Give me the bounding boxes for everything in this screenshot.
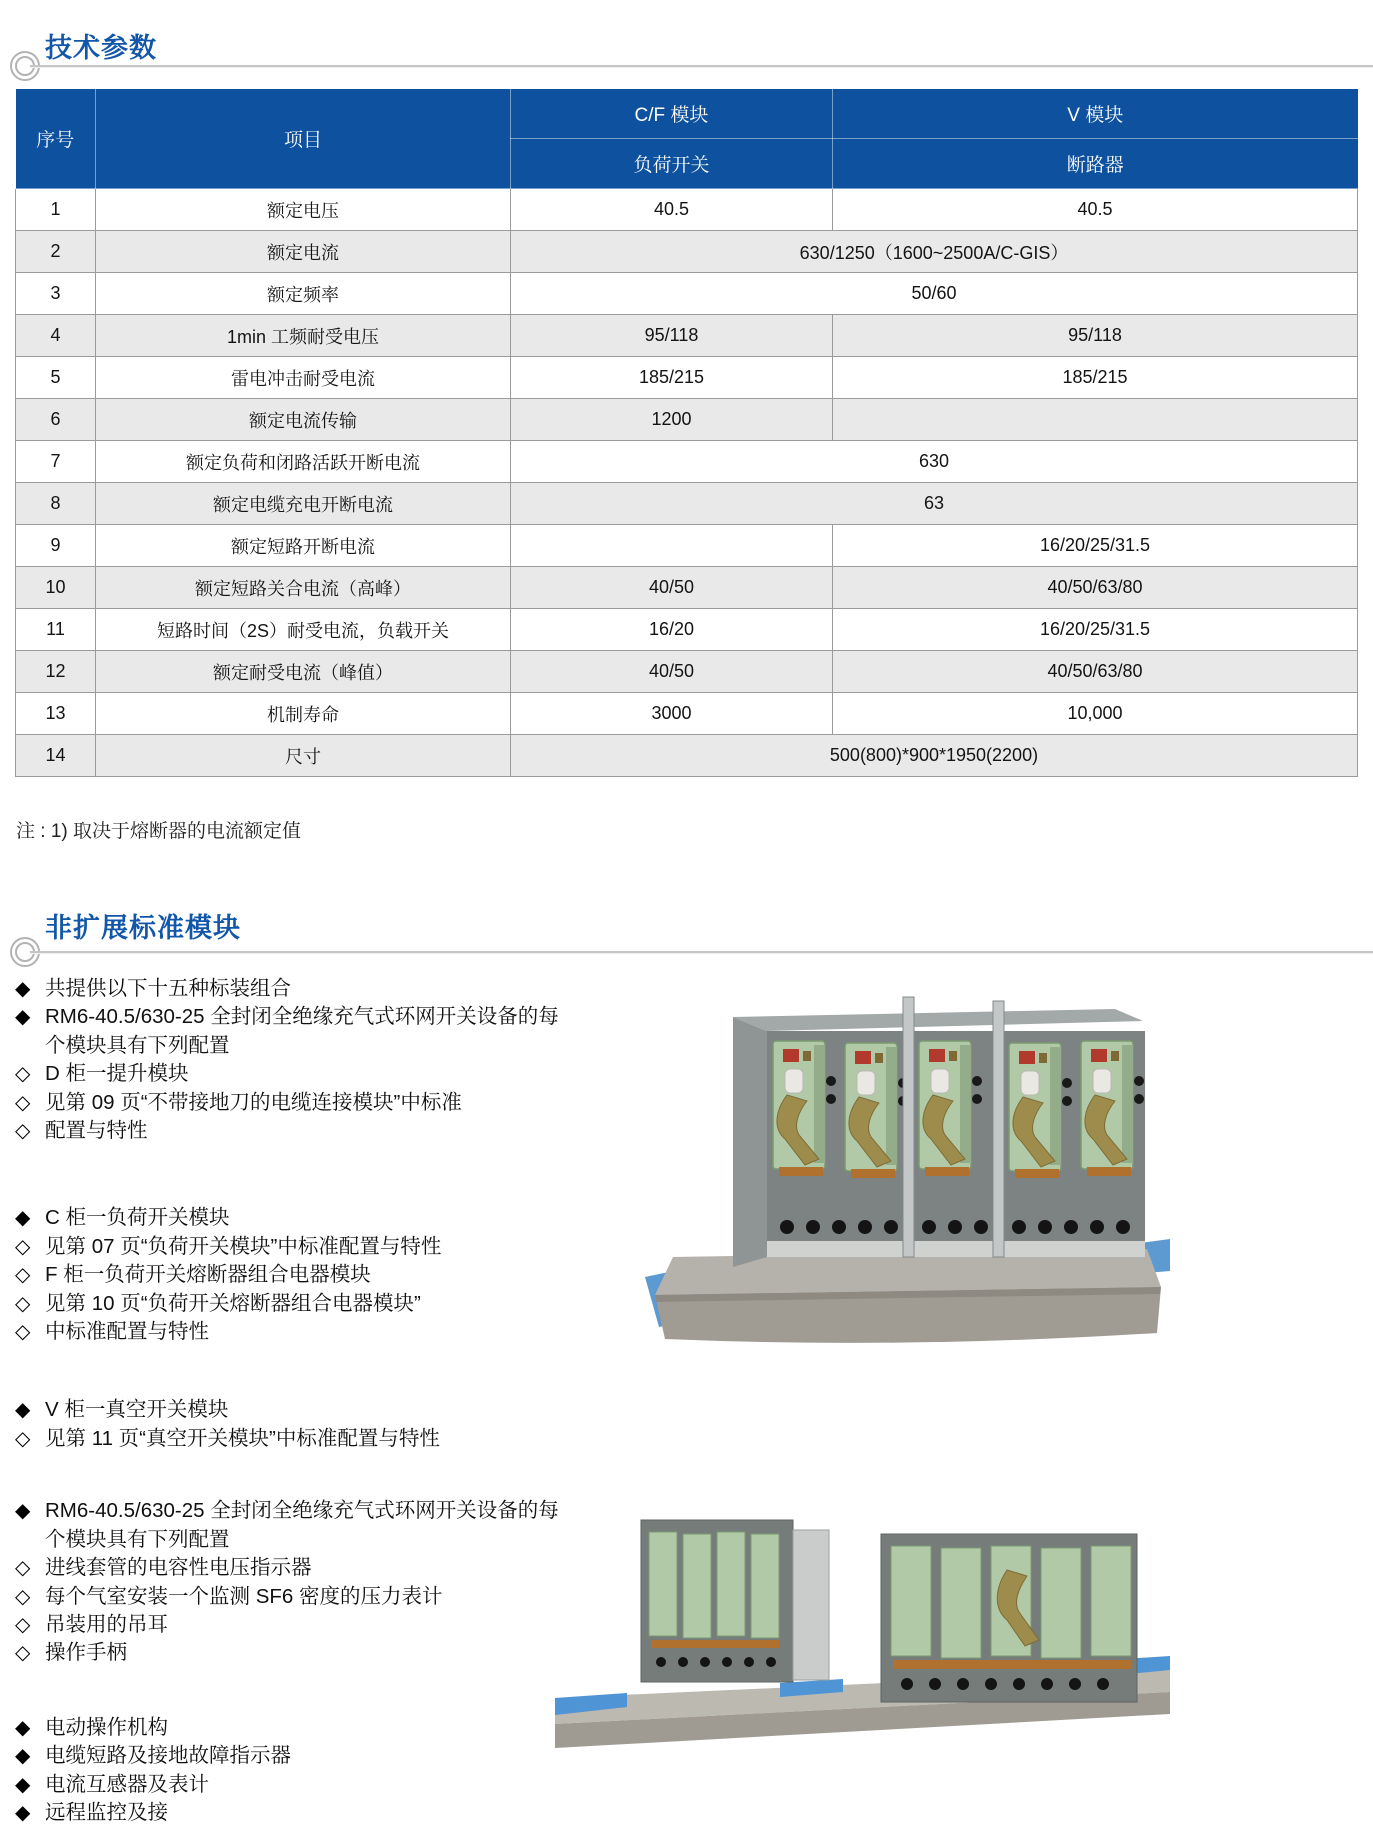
row-span-value: 630/1250（1600~2500A/C-GIS） xyxy=(511,231,1358,273)
diamond-hollow-icon: ◇ xyxy=(15,1120,31,1143)
list-item: ◆ 远程监控及接 xyxy=(15,1799,575,1827)
row-cf-value xyxy=(511,525,833,567)
row-no: 12 xyxy=(16,651,96,693)
list-item: ◇ 每个气室安装一个监测 SF6 密度的压力表计 xyxy=(15,1583,575,1611)
table-row xyxy=(16,651,1358,693)
switchgear-unit-right xyxy=(881,1534,1137,1702)
col-header-no: 序号 xyxy=(16,89,96,189)
diamond-filled-icon: ◆ xyxy=(15,1006,31,1029)
row-item: 尺寸 xyxy=(96,735,511,777)
diamond-hollow-icon: ◇ xyxy=(15,1091,31,1114)
table-row xyxy=(16,735,1358,777)
base-platform xyxy=(655,1249,1161,1343)
row-cf-value: 40.5 xyxy=(511,189,833,231)
table-row xyxy=(16,231,1358,273)
table-footnote: 注 : 1) 取决于熔断器的电流额定值 xyxy=(16,821,302,842)
diamond-filled-icon: ◆ xyxy=(15,1745,31,1768)
diamond-hollow-icon: ◇ xyxy=(15,1292,31,1315)
row-no: 8 xyxy=(16,483,96,525)
row-item: 额定电压 xyxy=(96,189,511,231)
list-item: ◇ 见第 11 页“真空开关模块”中标准配置与特性 xyxy=(15,1425,575,1453)
row-no: 7 xyxy=(16,441,96,483)
col-header-cf-module: C/F 模块 xyxy=(511,89,833,139)
row-item: 额定电流传输 xyxy=(96,399,511,441)
row-v-value: 16/20/25/31.5 xyxy=(833,609,1358,651)
spec-table xyxy=(15,88,1358,777)
row-item: 短路时间（2S）耐受电流，负载开关 xyxy=(96,609,511,651)
row-no: 13 xyxy=(16,693,96,735)
diamond-hollow-icon: ◇ xyxy=(15,1557,31,1580)
diamond-hollow-icon: ◇ xyxy=(15,1235,31,1258)
product-photo-switchgear-pair xyxy=(555,1500,1170,1750)
page-title: 技术参数 xyxy=(45,33,157,63)
table-row xyxy=(16,441,1358,483)
list-item: ◆ 电缆短路及接地故障指示器 xyxy=(15,1742,575,1770)
list-item: ◇ F 柜一负荷开关熔断器组合电器模块 xyxy=(15,1261,575,1289)
list-item: ◇ 配置与特性 xyxy=(15,1117,575,1145)
row-cf-value: 3000 xyxy=(511,693,833,735)
row-cf-value: 16/20 xyxy=(511,609,833,651)
diamond-hollow-icon: ◇ xyxy=(15,1063,31,1086)
row-cf-value: 1200 xyxy=(511,399,833,441)
table-row xyxy=(16,693,1358,735)
list-item: ◆ C 柜一负荷开关模块 xyxy=(15,1204,575,1232)
spec-table-header xyxy=(16,89,1358,189)
row-item: 额定耐受电流（峰值） xyxy=(96,651,511,693)
row-span-value: 63 xyxy=(511,483,1358,525)
bullet-group xyxy=(15,1396,575,1453)
list-item: ◆ V 柜一真空开关模块 xyxy=(15,1396,575,1424)
row-cf-value: 40/50 xyxy=(511,651,833,693)
row-no: 9 xyxy=(16,525,96,567)
row-no: 3 xyxy=(16,273,96,315)
diamond-hollow-icon: ◇ xyxy=(15,1321,31,1344)
col-header-item: 项目 xyxy=(96,89,511,189)
diamond-filled-icon: ◆ xyxy=(15,1500,31,1523)
row-no: 14 xyxy=(16,735,96,777)
row-v-value: 185/215 xyxy=(833,357,1358,399)
row-item: 机制寿命 xyxy=(96,693,511,735)
list-item: ◇ 见第 07 页“负荷开关模块”中标准配置与特性 xyxy=(15,1233,575,1261)
table-row xyxy=(16,525,1358,567)
diamond-hollow-icon: ◇ xyxy=(15,1427,31,1450)
row-span-value: 630 xyxy=(511,441,1358,483)
list-item: ◇ 吊装用的吊耳 xyxy=(15,1611,575,1639)
col-subheader-breaker: 断路器 xyxy=(833,139,1358,189)
bullet-group xyxy=(15,1204,575,1346)
row-no: 6 xyxy=(16,399,96,441)
diamond-hollow-icon: ◇ xyxy=(15,1613,31,1636)
switchgear-unit-left xyxy=(641,1520,829,1682)
row-span-value: 500(800)*900*1950(2200) xyxy=(511,735,1358,777)
section-divider xyxy=(30,951,1373,954)
row-cf-value: 95/118 xyxy=(511,315,833,357)
row-item: 额定电流 xyxy=(96,231,511,273)
table-row xyxy=(16,483,1358,525)
row-item: 雷电冲击耐受电流 xyxy=(96,357,511,399)
row-no: 1 xyxy=(16,189,96,231)
row-v-value: 40.5 xyxy=(833,189,1358,231)
table-row xyxy=(16,189,1358,231)
row-v-value: 40/50/63/80 xyxy=(833,651,1358,693)
product-photo-switchgear-modules xyxy=(645,955,1170,1365)
section-divider xyxy=(30,65,1373,68)
row-item: 额定电缆充电开断电流 xyxy=(96,483,511,525)
diamond-filled-icon: ◆ xyxy=(15,1207,31,1230)
row-cf-value: 185/215 xyxy=(511,357,833,399)
table-row xyxy=(16,399,1358,441)
row-no: 5 xyxy=(16,357,96,399)
list-item-continuation: 个模块具有下列配置 xyxy=(45,1033,230,1057)
row-span-value: 50/60 xyxy=(511,273,1358,315)
row-item: 额定短路开断电流 xyxy=(96,525,511,567)
row-item: 额定短路关合电流（高峰） xyxy=(96,567,511,609)
diamond-hollow-icon: ◇ xyxy=(15,1585,31,1608)
row-item: 额定负荷和闭路活跃开断电流 xyxy=(96,441,511,483)
table-row xyxy=(16,273,1358,315)
col-header-v-module: V 模块 xyxy=(833,89,1358,139)
diamond-filled-icon: ◆ xyxy=(15,978,31,1000)
bullet-group xyxy=(15,1714,575,1828)
table-row xyxy=(16,315,1358,357)
diamond-filled-icon: ◆ xyxy=(15,1773,31,1796)
list-item: ◆ 电流互感器及表计 xyxy=(15,1771,575,1799)
row-v-value: 10,000 xyxy=(833,693,1358,735)
list-item: ◇ 进线套管的电容性电压指示器 xyxy=(15,1554,575,1582)
row-no: 2 xyxy=(16,231,96,273)
section-title: 非扩展标准模块 xyxy=(45,913,241,943)
row-item: 额定频率 xyxy=(96,273,511,315)
row-v-value: 16/20/25/31.5 xyxy=(833,525,1358,567)
row-v-value: 95/118 xyxy=(833,315,1358,357)
row-v-value: 40/50/63/80 xyxy=(833,567,1358,609)
row-v-value xyxy=(833,399,1358,441)
diamond-filled-icon: ◆ xyxy=(15,1801,31,1824)
row-cf-value: 40/50 xyxy=(511,567,833,609)
col-subheader-load-switch: 负荷开关 xyxy=(511,139,833,189)
row-no: 11 xyxy=(16,609,96,651)
list-item: ◇ 见第 10 页“负荷开关熔断器组合电器模块” xyxy=(15,1290,575,1318)
list-item: ◇ 操作手柄 xyxy=(15,1639,575,1667)
list-item: ◇ 见第 09 页“不带接地刀的电缆连接模块”中标准 xyxy=(15,1089,575,1117)
list-item: ◇ 中标准配置与特性 xyxy=(15,1318,575,1346)
diamond-filled-icon: ◆ xyxy=(15,1399,31,1422)
list-item-continuation: 个模块具有下列配置 xyxy=(45,1527,230,1551)
list-item: ◆ 共提供以下十五种标装组合 xyxy=(15,975,575,1003)
row-item: 1min 工频耐受电压 xyxy=(96,315,511,357)
diamond-hollow-icon: ◇ xyxy=(15,1642,31,1665)
row-no: 10 xyxy=(16,567,96,609)
list-item: ◇ D 柜一提升模块 xyxy=(15,1060,575,1088)
bullet-group xyxy=(15,975,575,1145)
row-no: 4 xyxy=(16,315,96,357)
diamond-filled-icon: ◆ xyxy=(15,1716,31,1739)
list-item: ◆ RM6-40.5/630-25 全封闭全绝缘充气式环网开关设备的每 xyxy=(15,1003,575,1031)
table-row xyxy=(16,609,1358,651)
table-row xyxy=(16,357,1358,399)
table-row xyxy=(16,567,1358,609)
diamond-hollow-icon: ◇ xyxy=(15,1264,31,1287)
modules-bullet-list xyxy=(15,975,575,1827)
list-item: ◆ 电动操作机构 xyxy=(15,1714,575,1742)
list-item: ◆ RM6-40.5/630-25 全封闭全绝缘充气式环网开关设备的每 xyxy=(15,1497,575,1525)
bullet-group xyxy=(15,1497,575,1667)
